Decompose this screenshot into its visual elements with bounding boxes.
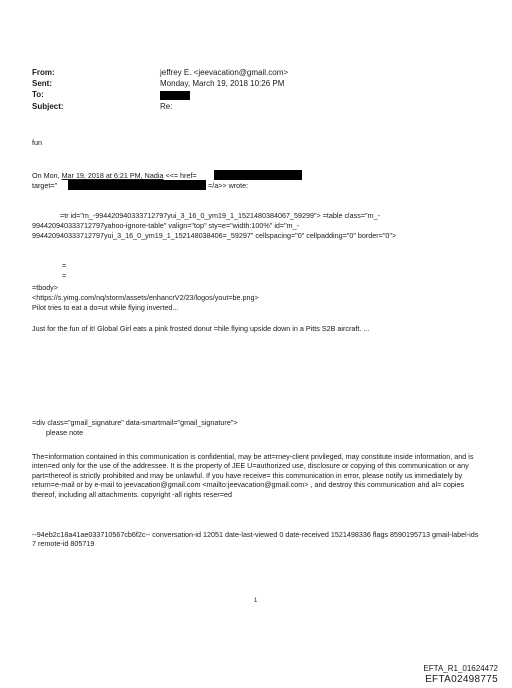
html-tbody: =tbody> (32, 283, 58, 292)
html-tr-line2: 994420940333712797yahoo-ignore-table" valign="top" sty=e="width:100%" id="m_- (32, 221, 300, 230)
html-tr-line1: =tr id="m_-994420940333712797yui_3_16_0_ym19_1_1521480384067_59299"> =table class="m_- (60, 211, 380, 220)
quote-wrote: =/a>> wrote: (208, 181, 249, 190)
confidentiality-notice: The=information contained in this communication is confidential, may be att=rney-client privileged, may constitute inside information, and is inten=ed only for the use of the addressee. It is the property of JEE U=authorized use, disclosure or copying of this communication or any part=thereof is strictly prohibited and may be unlawful. If you have receive= this communication in error, please notify us immediately by return=e-mail or by e-mail to jeevacation@gmail.com <mailto:jeevacation@gmail.com> , and destroy this communication and al= copies thereof, including all attachments. copyright -all rights reser=ed (32, 452, 474, 499)
quote-intro-line1 (32, 171, 197, 180)
subject-label: Subject: (32, 102, 64, 111)
quote-date-link[interactable]: Mar 19, 2018 at 6:21 PM, Nadia (61, 171, 164, 180)
image-url: <https://s.yimg.com/nq/storm/assets/enhancrV2/23/logos/yout=be.png> (32, 293, 259, 302)
sent-value: Monday, March 19, 2018 10:26 PM (160, 79, 285, 88)
redaction-target (68, 180, 206, 190)
pilot-line: Pilot tries to eat a do=ut while flying inverted... (32, 303, 179, 312)
redaction-href (214, 170, 302, 180)
sent-label: Sent: (32, 79, 52, 88)
efta-reference-large: EFTA02498775 (425, 674, 498, 685)
from-value: jeffrey E. <jeevacation@gmail.com> (160, 68, 289, 77)
gmail-signature-div: =div class="gmail_signature" data-smartmail="gmail_signature"> (32, 418, 238, 427)
please-note: please note (46, 428, 84, 437)
redaction-to (160, 91, 190, 100)
just-for-fun-line: Just for the fun of it! Global Girl eats a pink frosted donut =hile flying upside down in a Pitts S2B aircraft. ... (32, 324, 370, 333)
quote-intro-prefix: On Mon, (32, 171, 62, 180)
quote-intro-href: <<= href= (163, 171, 197, 180)
body-fun: fun (32, 138, 42, 147)
equals-line-1: = (62, 261, 67, 270)
quote-target: target=" (32, 181, 58, 190)
efta-reference-small: EFTA_R1_01624472 (423, 664, 498, 673)
quote-intro-line2 (32, 181, 57, 190)
to-label: To: (32, 90, 44, 99)
subject-value: Re: (160, 102, 173, 111)
from-label: From: (32, 68, 55, 77)
page-number: 1 (254, 598, 258, 604)
html-tr-line3: 994420940333712797yui_3_16_0_ym19_1_152148038406=_59297" cellspacing="0" cellpadding="0" border="0"> (32, 231, 397, 240)
equals-line-2: = (62, 271, 67, 280)
message-metadata: --94eb2c18a41ae033710567cb6f2c-- conversation-id 12051 date-last-viewed 0 date-received 1521498336 flags 8590195713 gmail-label-ids 7 remote-id 805719 (32, 530, 479, 549)
